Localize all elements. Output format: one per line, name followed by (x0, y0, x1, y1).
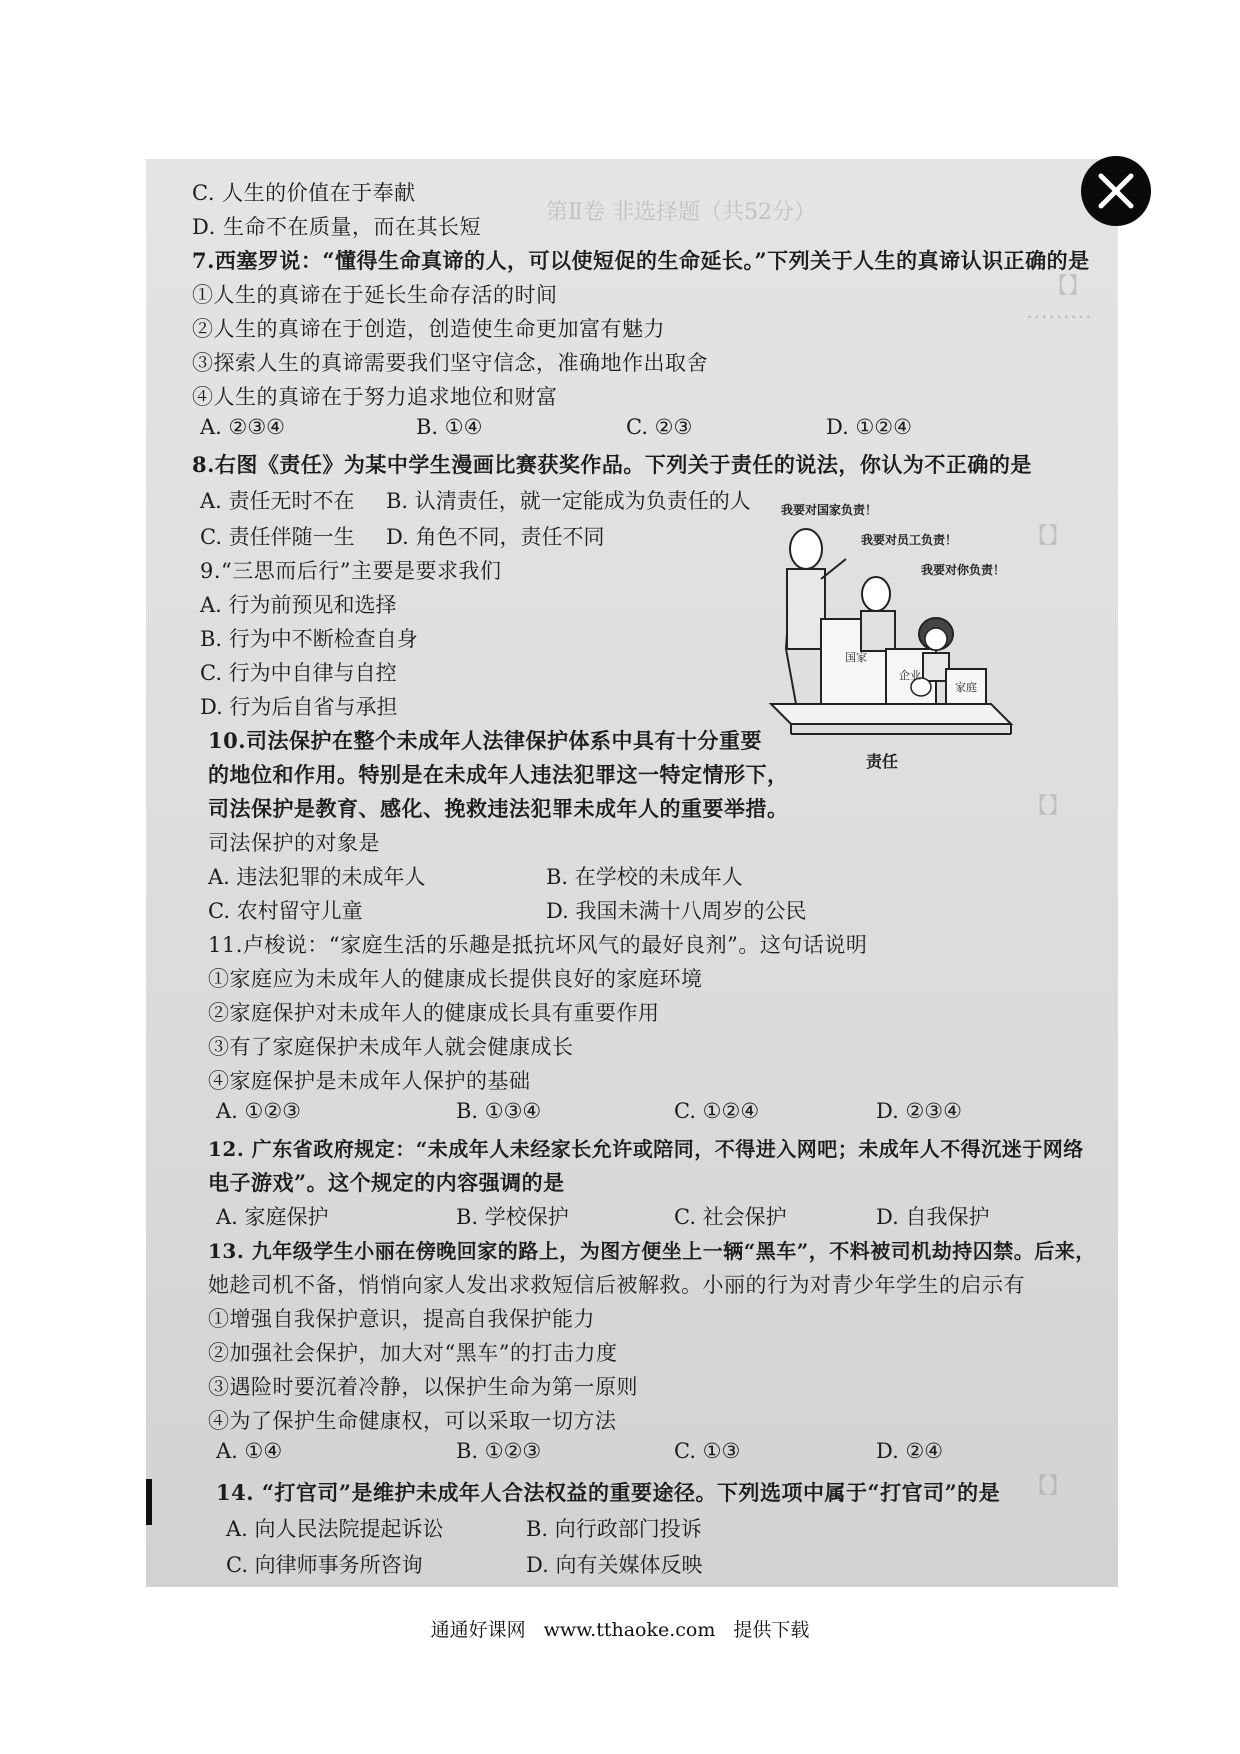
footer-url[interactable]: www.tthaoke.com (543, 1619, 716, 1641)
speech-bubble: 我要对你负责！ (921, 563, 1006, 577)
answer-option: D. 向有关媒体反映 (526, 1553, 703, 1577)
answer-option: A. 家庭保护 (216, 1205, 329, 1229)
answer-option: C. 向律师事务所咨询 (226, 1553, 423, 1577)
scanned-exam-page (146, 159, 1118, 1587)
question-stem: 司法保护是教育、感化、挽救违法犯罪未成年人的重要举措。 (208, 796, 789, 821)
answer-option: A. ①②③ (216, 1099, 301, 1123)
ghost-text: 【】 (1026, 1474, 1071, 1499)
close-icon (1081, 156, 1151, 226)
statement-item: ①增强自我保护意识，提高自我保护能力 (208, 1307, 595, 1331)
answer-option: A. ①④ (216, 1439, 283, 1463)
scan-edge-mark (146, 1479, 152, 1525)
footer-site-name: 通通好课网 (430, 1619, 526, 1641)
question-stem: 她趁司机不备，悄悄向家人发出求救短信后被解救。小丽的行为对青少年学生的启示有 (208, 1273, 1025, 1297)
statement-item: ②家庭保护对未成年人的健康成长具有重要作用 (208, 1001, 660, 1025)
answer-option: C. ①②④ (674, 1099, 760, 1123)
statement-item: ③有了家庭保护未成年人就会健康成长 (208, 1035, 574, 1059)
responsibility-cartoon (761, 499, 1021, 779)
answer-option: B. ①④ (416, 415, 483, 439)
question-stem: 电子游戏”。这个规定的内容强调的是 (208, 1170, 565, 1195)
answer-option: B. 认清责任，就一定能成为负责任的人 (386, 489, 751, 513)
ghost-text: 第Ⅱ卷 非选择题（共52分） (546, 200, 816, 225)
answer-option: D. 行为后自省与承担 (200, 695, 398, 719)
answer-option: C. ①③ (674, 1439, 741, 1463)
footer-suffix: 提供下载 (733, 1619, 810, 1641)
statement-item: ②人生的真谛在于创造，创造使生命更加富有魅力 (192, 317, 665, 341)
option-line: D. 生命不在质量，而在其长短 (192, 215, 481, 239)
answer-option: B. ①③④ (456, 1099, 542, 1123)
answer-option: C. 责任伴随一生 (200, 525, 355, 549)
question-stem: 司法保护的对象是 (208, 831, 380, 855)
option-line: C. 人生的价值在于奉献 (192, 181, 416, 205)
question-stem: 13. 九年级学生小丽在傍晚回家的路上，为图方便坐上一辆“黑车”，不料被司机劫持囚禁。后来， (208, 1239, 1096, 1263)
answer-option: A. 行为前预见和选择 (200, 593, 397, 617)
answer-option: C. 社会保护 (674, 1205, 787, 1229)
answer-option: B. 向行政部门投诉 (526, 1517, 702, 1541)
answer-option: B. 在学校的未成年人 (546, 865, 743, 889)
speech-bubble: 我要对员工负责！ (861, 533, 958, 547)
statement-item: ①家庭应为未成年人的健康成长提供良好的家庭环境 (208, 967, 703, 991)
ghost-text: ……… (1026, 299, 1092, 324)
close-button[interactable] (1081, 156, 1151, 226)
answer-option: D. ①②④ (826, 415, 912, 439)
box-label: 企业 (899, 669, 921, 682)
answer-option: C. 行为中自律与自控 (200, 661, 397, 685)
answer-option: D. ②③④ (876, 1099, 962, 1123)
statement-item: ④为了保护生命健康权，可以采取一切方法 (208, 1409, 617, 1433)
statement-item: ④人生的真谛在于努力追求地位和财富 (192, 385, 558, 409)
answer-option: B. 学校保护 (456, 1205, 569, 1229)
answer-option: A. ②③④ (200, 415, 285, 439)
answer-option: D. 角色不同，责任不同 (386, 525, 605, 549)
speech-bubble: 我要对国家负责！ (781, 503, 878, 517)
answer-option: D. 自我保护 (876, 1205, 990, 1229)
statement-item: ①人生的真谛在于延长生命存活的时间 (192, 283, 558, 307)
ghost-text: 【】 (1026, 794, 1071, 819)
question-stem: 10.司法保护在整个未成年人法律保护体系中具有十分重要 (208, 728, 763, 753)
question-stem: 的地位和作用。特别是在未成年人违法犯罪这一特定情形下， (208, 762, 789, 787)
answer-option: D. ②④ (876, 1439, 944, 1463)
box-label: 家庭 (955, 681, 977, 694)
answer-option: C. ②③ (626, 415, 693, 439)
statement-item: ③探索人生的真谛需要我们坚守信念，准确地作出取舍 (192, 351, 708, 375)
ghost-text: 【】 (1026, 524, 1071, 549)
question-stem: 7.西塞罗说：“懂得生命真谛的人，可以使短促的生命延长。”下列关于人生的真谛认识正确的是 (192, 248, 1090, 273)
answer-option: D. 我国未满十八周岁的公民 (546, 899, 807, 923)
statement-item: ③遇险时要沉着冷静，以保护生命为第一原则 (208, 1375, 638, 1399)
answer-option: A. 向人民法院提起诉讼 (226, 1517, 444, 1541)
footer (0, 1615, 1240, 1642)
answer-option: C. 农村留守儿童 (208, 899, 363, 923)
question-stem: 8.右图《责任》为某中学生漫画比赛获奖作品。下列关于责任的说法，你认为不正确的是 (192, 452, 1032, 477)
question-stem: 14. “打官司”是维护未成年人合法权益的重要途径。下列选项中属于“打官司”的是 (216, 1480, 1001, 1505)
answer-option: A. 违法犯罪的未成年人 (208, 865, 426, 889)
answer-option: B. ①②③ (456, 1439, 542, 1463)
box-label: 国家 (845, 651, 867, 664)
cartoon-caption: 责任 (866, 752, 899, 771)
question-stem: 9.“三思而后行”主要是要求我们 (200, 559, 502, 583)
question-stem: 11.卢梭说：“家庭生活的乐趣是抵抗坏风气的最好良剂”。这句话说明 (208, 933, 868, 957)
answer-option: B. 行为中不断检查自身 (200, 627, 418, 651)
statement-item: ④家庭保护是未成年人保护的基础 (208, 1069, 531, 1093)
statement-item: ②加强社会保护，加大对“黑车”的打击力度 (208, 1341, 618, 1365)
answer-option: A. 责任无时不在 (200, 489, 355, 513)
question-stem: 12. 广东省政府规定：“未成年人未经家长允许或陪同，不得进入网吧；未成年人不得沉迷于网络 (208, 1137, 1084, 1161)
ghost-text: 【】 (1046, 274, 1091, 299)
